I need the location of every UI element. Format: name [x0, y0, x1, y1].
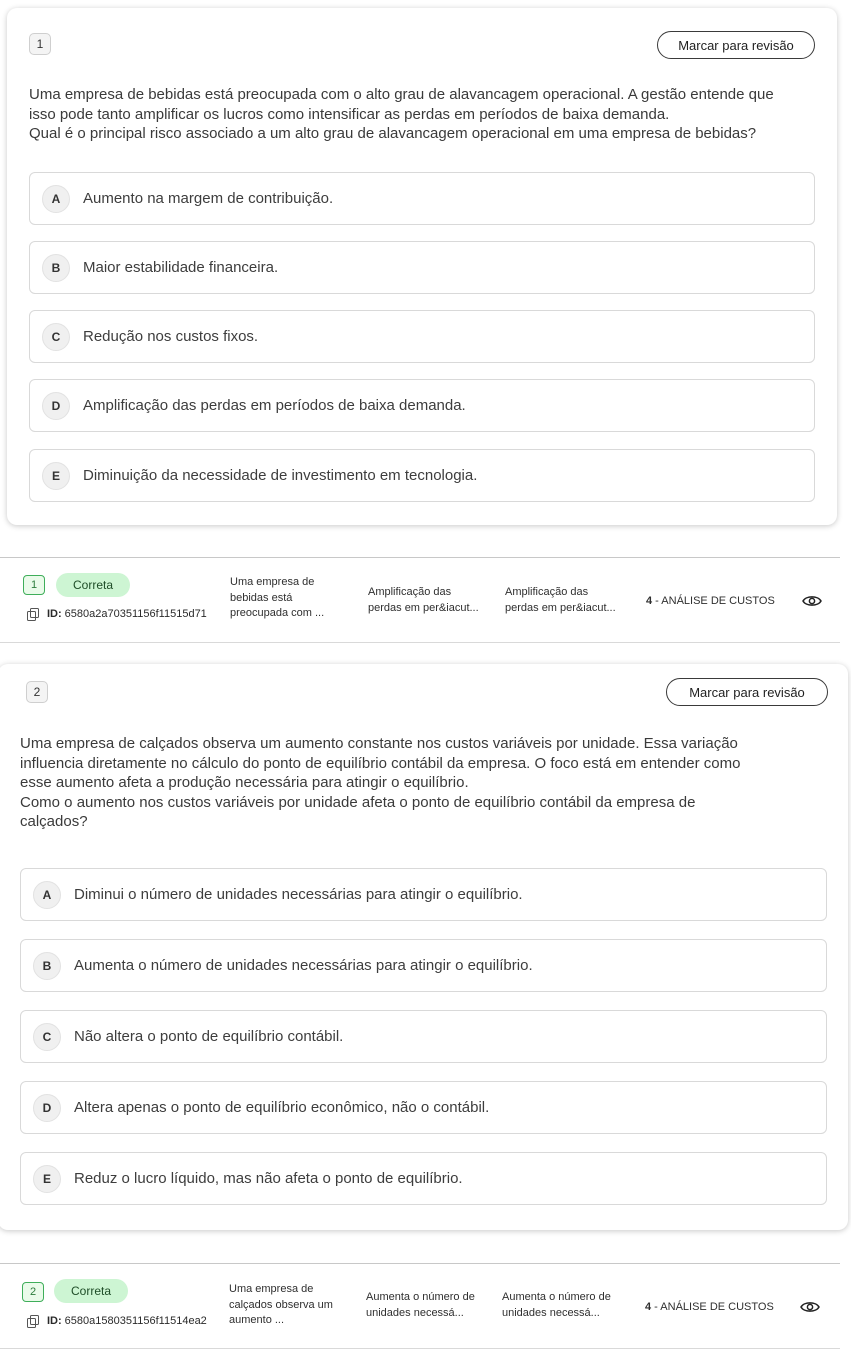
- option-c[interactable]: [29, 310, 815, 363]
- eye-icon[interactable]: [802, 594, 822, 608]
- question-number: 1: [29, 33, 51, 55]
- option-e[interactable]: [20, 1152, 827, 1205]
- option-text: Maior estabilidade financeira.: [83, 259, 279, 276]
- option-text: Reduz o lucro líquido, mas não afeta o ponto de equilíbrio.: [74, 1170, 463, 1187]
- option-a[interactable]: [20, 868, 827, 921]
- result-row-2: [0, 1263, 840, 1349]
- option-a[interactable]: [29, 172, 815, 225]
- option-text: Aumento na margem de contribuição.: [83, 190, 334, 207]
- question-preview: Uma empresa de calçados observa um aumento ...: [229, 1283, 333, 1326]
- option-text: Diminui o número de unidades necessárias para atingir o equilíbrio.: [74, 886, 523, 903]
- correct-answer-preview: Aumenta o número de unidades necessá...: [502, 1291, 611, 1319]
- question-card-1: [7, 8, 837, 525]
- topic-label: 4 - ANÁLISE DE CUSTOS: [645, 1301, 774, 1313]
- result-row-1: [0, 557, 840, 643]
- option-letter: A: [42, 185, 70, 213]
- option-text: Aumenta o número de unidades necessárias para atingir o equilíbrio.: [74, 957, 533, 974]
- question-number: 2: [26, 681, 48, 703]
- question-text: Uma empresa de calçados observa um aumento constante nos custos variáveis por unidade. Essa variação influencia diretamente no cálculo do ponto de equilíbrio contábil da empresa. O foco está em entender como esse aumento afeta a produção necessária para atingir o equilíbrio. Como o aumento nos custos variáveis por unidade afeta o ponto de equilíbrio contábil da empresa de calçados?: [20, 735, 741, 830]
- option-letter: E: [33, 1165, 61, 1193]
- question-id: ID: 6580a1580351156f11514ea2: [27, 1315, 207, 1327]
- option-letter: B: [42, 254, 70, 282]
- copy-icon[interactable]: [27, 1315, 39, 1327]
- result-number: 1: [23, 575, 45, 595]
- question-text: Uma empresa de bebidas está preocupada com o alto grau de alavancagem operacional. A gestão entende que isso pode tanto amplificar os lucros como intensificar as perdas em períodos de baixa demanda. Qual é o principal risco associado a um alto grau de alavancagem operacional em uma empresa de bebidas?: [29, 86, 774, 142]
- mark-for-review-button[interactable]: Marcar para revisão: [666, 678, 828, 706]
- question-id: ID: 6580a2a70351156f11515d71: [27, 608, 207, 620]
- option-e[interactable]: [29, 449, 815, 502]
- mark-for-review-button[interactable]: Marcar para revisão: [657, 31, 815, 59]
- option-text: Não altera o ponto de equilíbrio contábil.: [74, 1028, 344, 1045]
- option-b[interactable]: [29, 241, 815, 294]
- option-letter: E: [42, 462, 70, 490]
- option-text: Altera apenas o ponto de equilíbrio econômico, não o contábil.: [74, 1099, 490, 1116]
- option-letter: C: [33, 1023, 61, 1051]
- status-badge: Correta: [56, 573, 130, 597]
- eye-icon[interactable]: [800, 1300, 820, 1314]
- option-letter: B: [33, 952, 61, 980]
- option-c[interactable]: [20, 1010, 827, 1063]
- option-text: Diminuição da necessidade de investimento em tecnologia.: [83, 467, 478, 484]
- answer-preview: Amplificação das perdas em per&iacut...: [368, 586, 479, 614]
- copy-icon[interactable]: [27, 608, 39, 620]
- result-number: 2: [22, 1282, 44, 1302]
- option-letter: A: [33, 881, 61, 909]
- option-letter: D: [33, 1094, 61, 1122]
- option-d[interactable]: [29, 379, 815, 432]
- answer-preview: Aumenta o número de unidades necessá...: [366, 1291, 475, 1319]
- option-letter: C: [42, 323, 70, 351]
- correct-answer-preview: Amplificação das perdas em per&iacut...: [505, 586, 616, 614]
- option-letter: D: [42, 392, 70, 420]
- status-badge: Correta: [54, 1279, 128, 1303]
- option-text: Amplificação das perdas em períodos de baixa demanda.: [83, 397, 466, 414]
- option-text: Redução nos custos fixos.: [83, 328, 259, 345]
- option-d[interactable]: [20, 1081, 827, 1134]
- question-card-2: [0, 664, 848, 1230]
- topic-label: 4 - ANÁLISE DE CUSTOS: [646, 595, 775, 607]
- option-b[interactable]: [20, 939, 827, 992]
- question-preview: Uma empresa de bebidas está preocupada com ...: [230, 576, 325, 619]
